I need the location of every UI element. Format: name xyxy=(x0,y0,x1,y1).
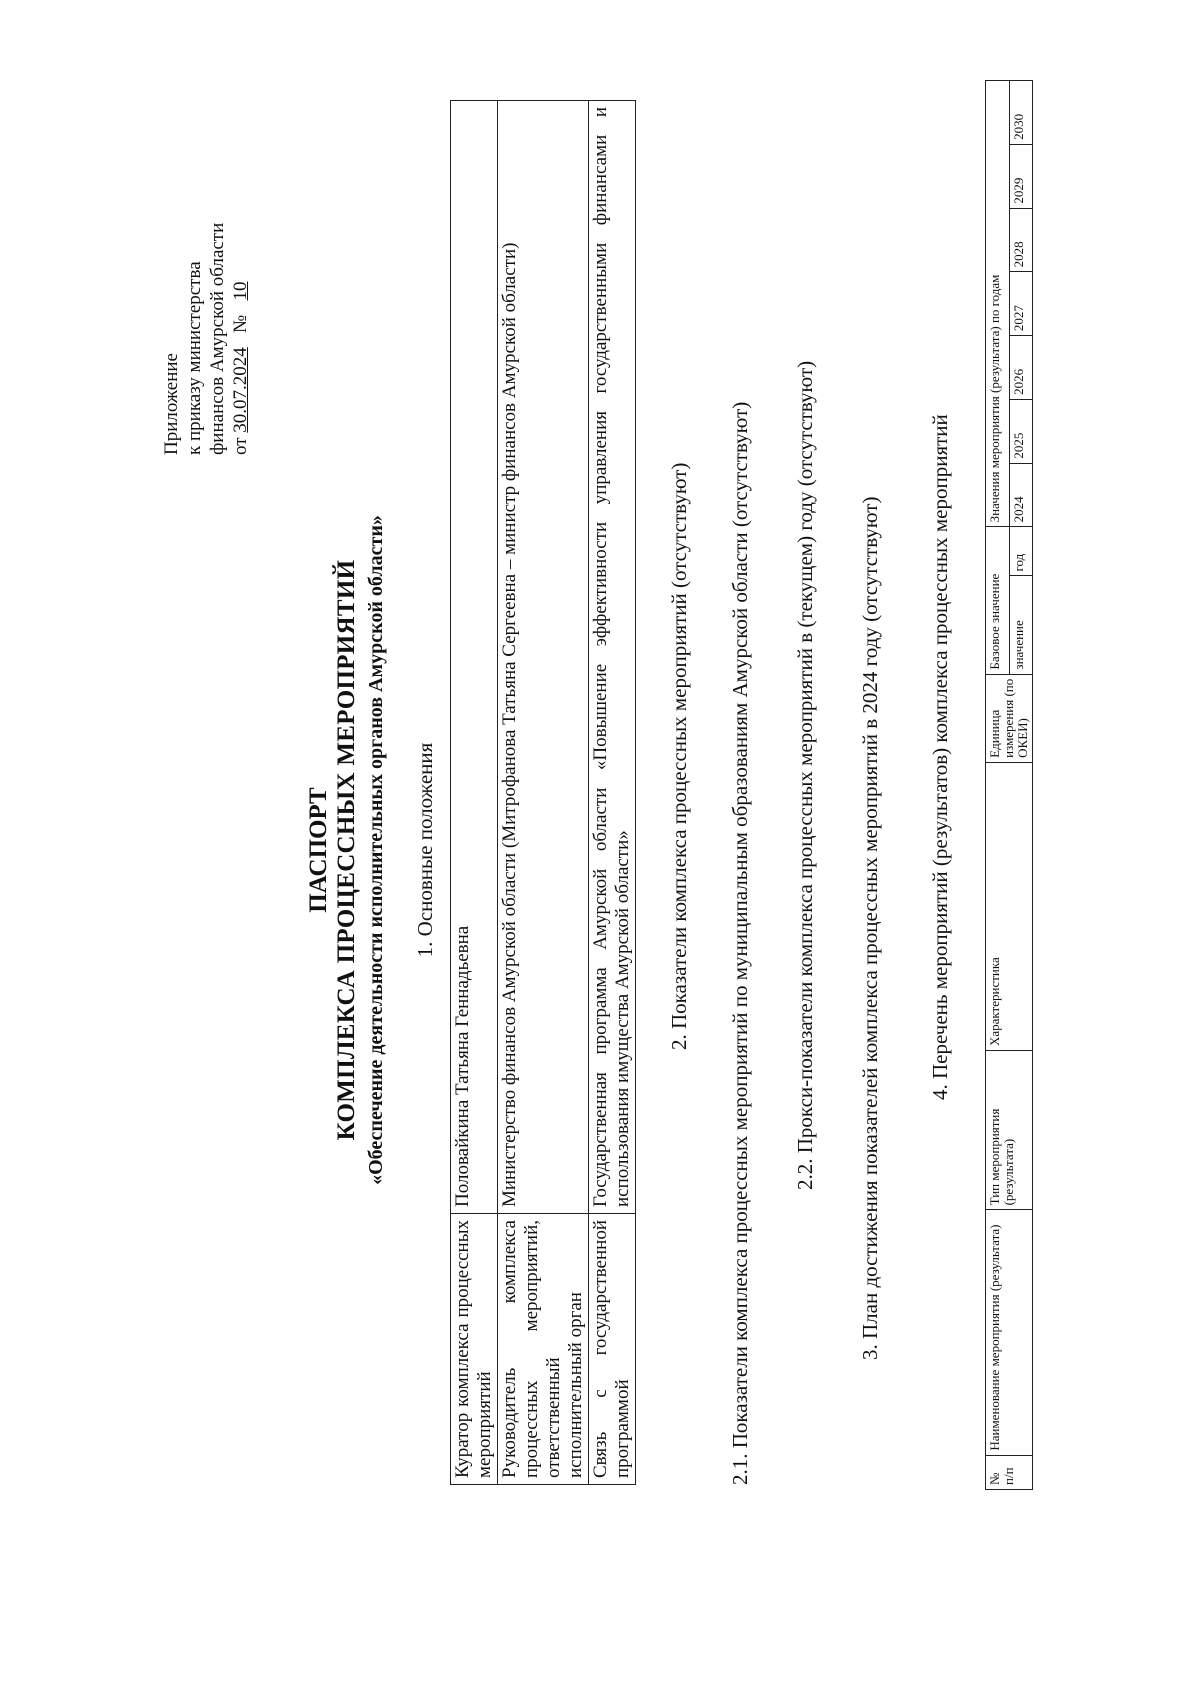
col-header-base: Базовое значение xyxy=(986,527,1010,674)
measures-table xyxy=(985,80,1033,1490)
col-header-name: Наименование мероприятия (результата) xyxy=(986,1210,1033,1455)
col-header-values: Значения мероприятия (результата) по годам xyxy=(986,81,1010,527)
col-header-characteristic: Характеристика xyxy=(986,762,1033,1050)
col-header-year: 2029 xyxy=(1009,144,1033,208)
table-header-row xyxy=(986,81,1010,1490)
col-header-base-year: год xyxy=(1009,527,1033,576)
row-value: Государственная программа Амурской области «Повышение эффективности управления государственными финансами и использования имущества Амурской области» xyxy=(589,101,636,1214)
appendix-line-3: финансов Амурской области xyxy=(207,222,228,455)
appendix-line-2: к приказу министерства xyxy=(184,261,205,455)
row-label: Руководитель комплекса процессных мероприятий, ответственный исполнительный орган xyxy=(498,1214,589,1485)
col-header-year: 2025 xyxy=(1009,399,1033,463)
document-subtitle: КОМПЛЕКСА ПРОЦЕССНЫХ МЕРОПРИЯТИЙ xyxy=(333,559,360,1141)
basic-provisions-table xyxy=(450,100,636,1485)
appendix-date-prefix: от xyxy=(230,437,251,455)
row-label: Куратор комплекса процессных мероприятий xyxy=(451,1214,498,1485)
appendix-date: 30.07.2024 xyxy=(230,347,251,433)
col-header-unit: Единица измерения (по ОКЕИ) xyxy=(986,674,1033,762)
section-1-heading: 1. Основные положения xyxy=(413,742,437,958)
col-header-base-value: значение xyxy=(1009,576,1033,674)
appendix-note xyxy=(160,115,252,455)
col-header-year: 2028 xyxy=(1009,208,1033,272)
section-2-heading: 2. Показатели комплекса процессных мероприятий (отсутствуют) xyxy=(667,462,691,1050)
row-label: Связь с государственной программой xyxy=(589,1214,636,1485)
col-header-year: 2024 xyxy=(1009,463,1033,527)
appendix-line-1: Приложение xyxy=(161,353,182,455)
document-program-name: «Обеспечение деятельности исполнительных органов Амурской области» xyxy=(365,515,387,1185)
section-4-heading: 4. Перечень мероприятий (результатов) комплекса процессных мероприятий xyxy=(928,414,952,1100)
document-title: ПАСПОРТ xyxy=(305,787,332,913)
table-row xyxy=(451,101,498,1485)
appendix-date-line xyxy=(229,115,252,455)
col-header-num: № п/п xyxy=(986,1455,1033,1489)
section-2-2-heading: 2.2. Прокси-показатели комплекса процессных мероприятий в (текущем) году (отсутствуют) xyxy=(793,360,817,1190)
col-header-year: 2030 xyxy=(1009,81,1033,145)
table-row xyxy=(498,101,589,1485)
appendix-number-prefix: № xyxy=(230,314,251,333)
section-3-heading: 3. План достижения показателей комплекса процессных мероприятий в 2024 году (отсутствуют) xyxy=(858,496,882,1360)
appendix-number: 10 xyxy=(230,281,251,301)
col-header-year: 2026 xyxy=(1009,336,1033,400)
section-2-1-heading: 2.1. Показатели комплекса процессных мероприятий по муниципальным образованиям Амурской области (отсутствуют) xyxy=(728,401,752,1485)
row-value: Министерство финансов Амурской области (Митрофанова Татьяна Сергеевна – министр финансов Амурской области) xyxy=(498,101,589,1214)
col-header-type: Тип мероприятия (результата) xyxy=(986,1051,1033,1210)
col-header-year: 2027 xyxy=(1009,272,1033,336)
table-row xyxy=(589,101,636,1485)
row-value: Половайкина Татьяна Геннадьевна xyxy=(451,101,498,1214)
